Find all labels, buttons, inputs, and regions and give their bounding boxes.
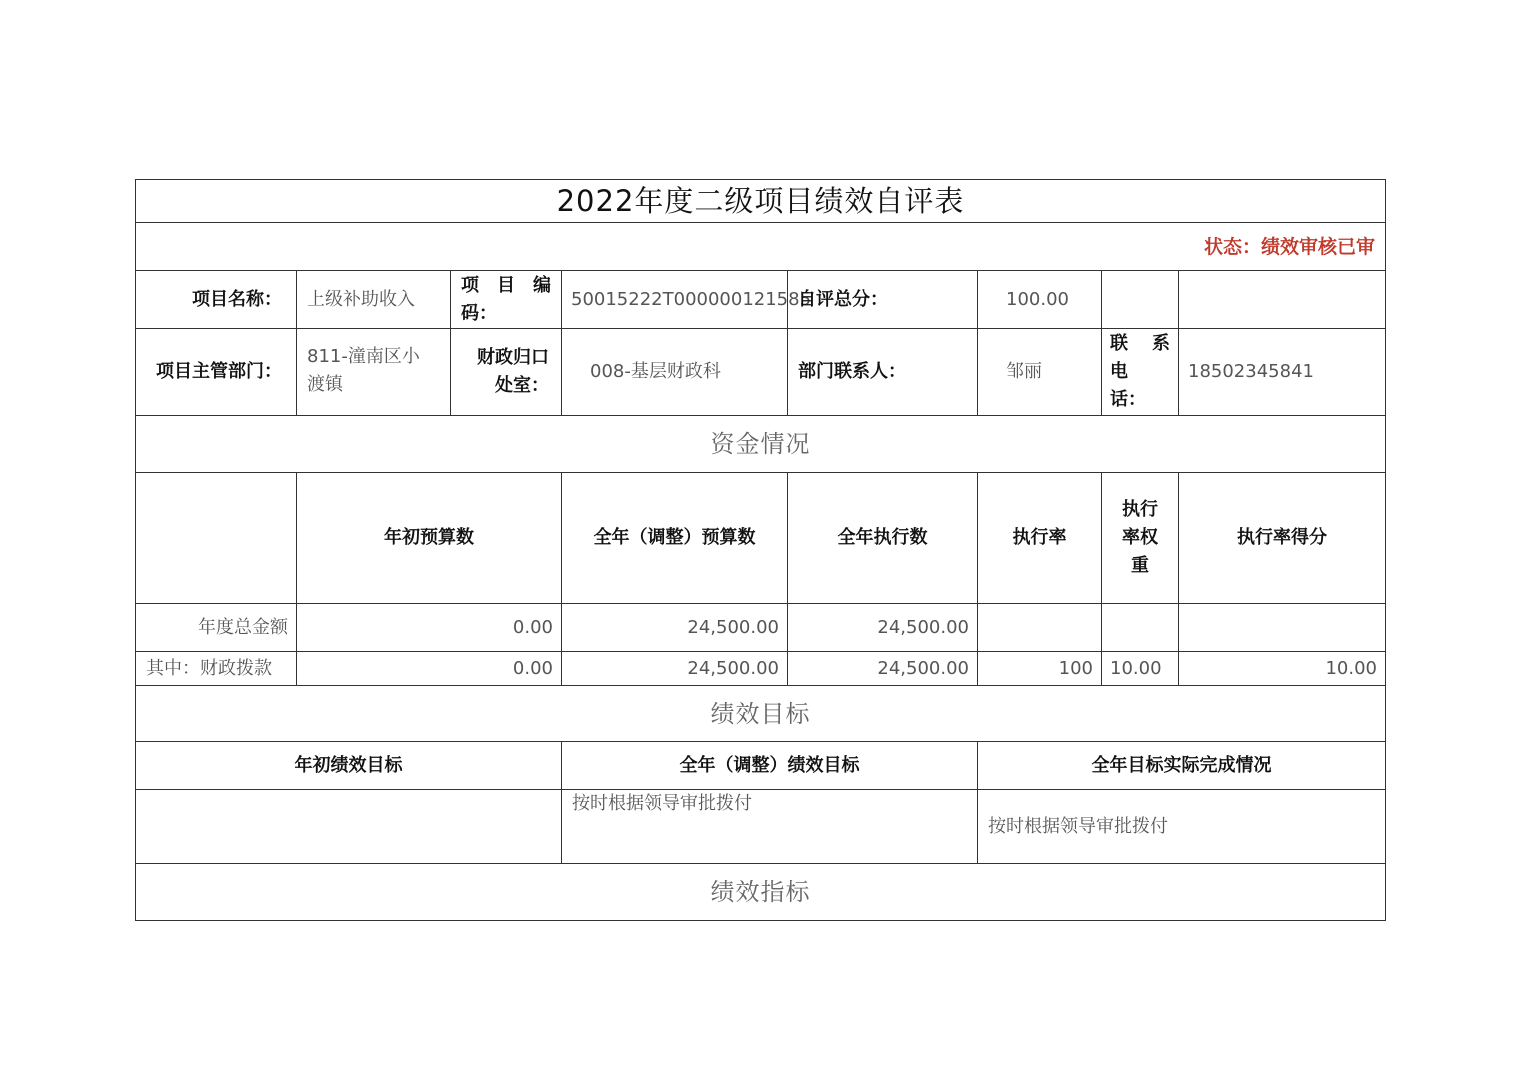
phone-value: 18502345841 xyxy=(1179,329,1385,416)
funds-row-score: 10.00 xyxy=(1179,652,1385,686)
project-code-label-line2: 码： xyxy=(461,302,497,324)
phone-label xyxy=(1102,329,1179,416)
funds-row-label: 其中：财政拨款 xyxy=(136,652,297,686)
phone-label-line1: 联 系 xyxy=(1110,333,1170,354)
status-badge: 状态：绩效审核已审 xyxy=(136,223,1385,271)
funds-row-executed: 24,500.00 xyxy=(788,652,978,686)
contact-value: 邹丽 xyxy=(978,329,1102,416)
funds-header-empty xyxy=(136,473,297,604)
funds-row-initial: 0.00 xyxy=(297,604,562,652)
funds-row-adjusted: 24,500.00 xyxy=(562,652,788,686)
funds-header-executed: 全年执行数 xyxy=(788,473,978,604)
finance-office-value: 008-基层财政科 xyxy=(562,329,788,416)
dept-value-line1: 811-潼南区小 xyxy=(307,346,420,367)
project-code-value: 50015222T000000121585 xyxy=(562,271,788,329)
funds-header-weight xyxy=(1102,473,1179,604)
contact-label: 部门联系人： xyxy=(788,329,978,416)
funds-header-score: 执行率得分 xyxy=(1179,473,1385,604)
funds-row-rate: 100 xyxy=(978,652,1102,686)
goals-actual-value: 按时根据领导审批拨付 xyxy=(978,790,1385,864)
project-code-label-line1: 项 目 编 xyxy=(461,274,551,296)
funds-header-rate: 执行率 xyxy=(978,473,1102,604)
funds-header-weight-line2: 率权 xyxy=(1122,527,1158,548)
funds-section-title: 资金情况 xyxy=(136,416,1385,473)
funds-row-adjusted: 24,500.00 xyxy=(562,604,788,652)
funds-row-rate xyxy=(978,604,1102,652)
finance-office-label-line2: 处室： xyxy=(495,375,549,396)
empty-cell xyxy=(1102,271,1179,329)
phone-label-line2: 电 xyxy=(1110,361,1128,382)
evaluation-form xyxy=(135,179,1386,921)
indicators-section-title: 绩效指标 xyxy=(710,878,811,906)
form-title: 2022年度二级项目绩效自评表 xyxy=(136,180,1385,223)
funds-header-adjusted: 全年（调整）预算数 xyxy=(562,473,788,604)
project-code-label xyxy=(451,271,562,329)
goals-header-initial: 年初绩效目标 xyxy=(136,742,562,790)
goals-header-actual: 全年目标实际完成情况 xyxy=(978,742,1385,790)
goals-initial-value xyxy=(136,790,562,864)
dept-label: 项目主管部门： xyxy=(136,329,297,416)
project-name-value: 上级补助收入 xyxy=(297,271,451,329)
funds-header-initial: 年初预算数 xyxy=(297,473,562,604)
project-name-label: 项目名称： xyxy=(136,271,297,329)
goals-section-title: 绩效目标 xyxy=(136,686,1385,742)
phone-label-line3: 话： xyxy=(1110,389,1146,410)
finance-office-label xyxy=(451,329,562,416)
funds-row-label: 年度总金额 xyxy=(136,604,297,652)
funds-row-weight xyxy=(1102,604,1179,652)
funds-row-score xyxy=(1179,604,1385,652)
empty-cell xyxy=(1179,271,1385,329)
total-score-value: 100.00 xyxy=(978,271,1102,329)
dept-value-line2: 渡镇 xyxy=(307,374,343,395)
dept-value xyxy=(297,329,451,416)
funds-header-weight-line1: 执行 xyxy=(1122,499,1158,520)
funds-row-executed: 24,500.00 xyxy=(788,604,978,652)
goals-header-adjusted: 全年（调整）绩效目标 xyxy=(562,742,978,790)
goals-adjusted-value: 按时根据领导审批拨付 xyxy=(562,790,978,864)
funds-row-weight: 10.00 xyxy=(1102,652,1179,686)
finance-office-label-line1: 财政归口 xyxy=(477,347,549,368)
total-score-label: 自评总分： xyxy=(788,271,978,329)
funds-header-weight-line3: 重 xyxy=(1131,555,1149,576)
funds-row-initial: 0.00 xyxy=(297,652,562,686)
